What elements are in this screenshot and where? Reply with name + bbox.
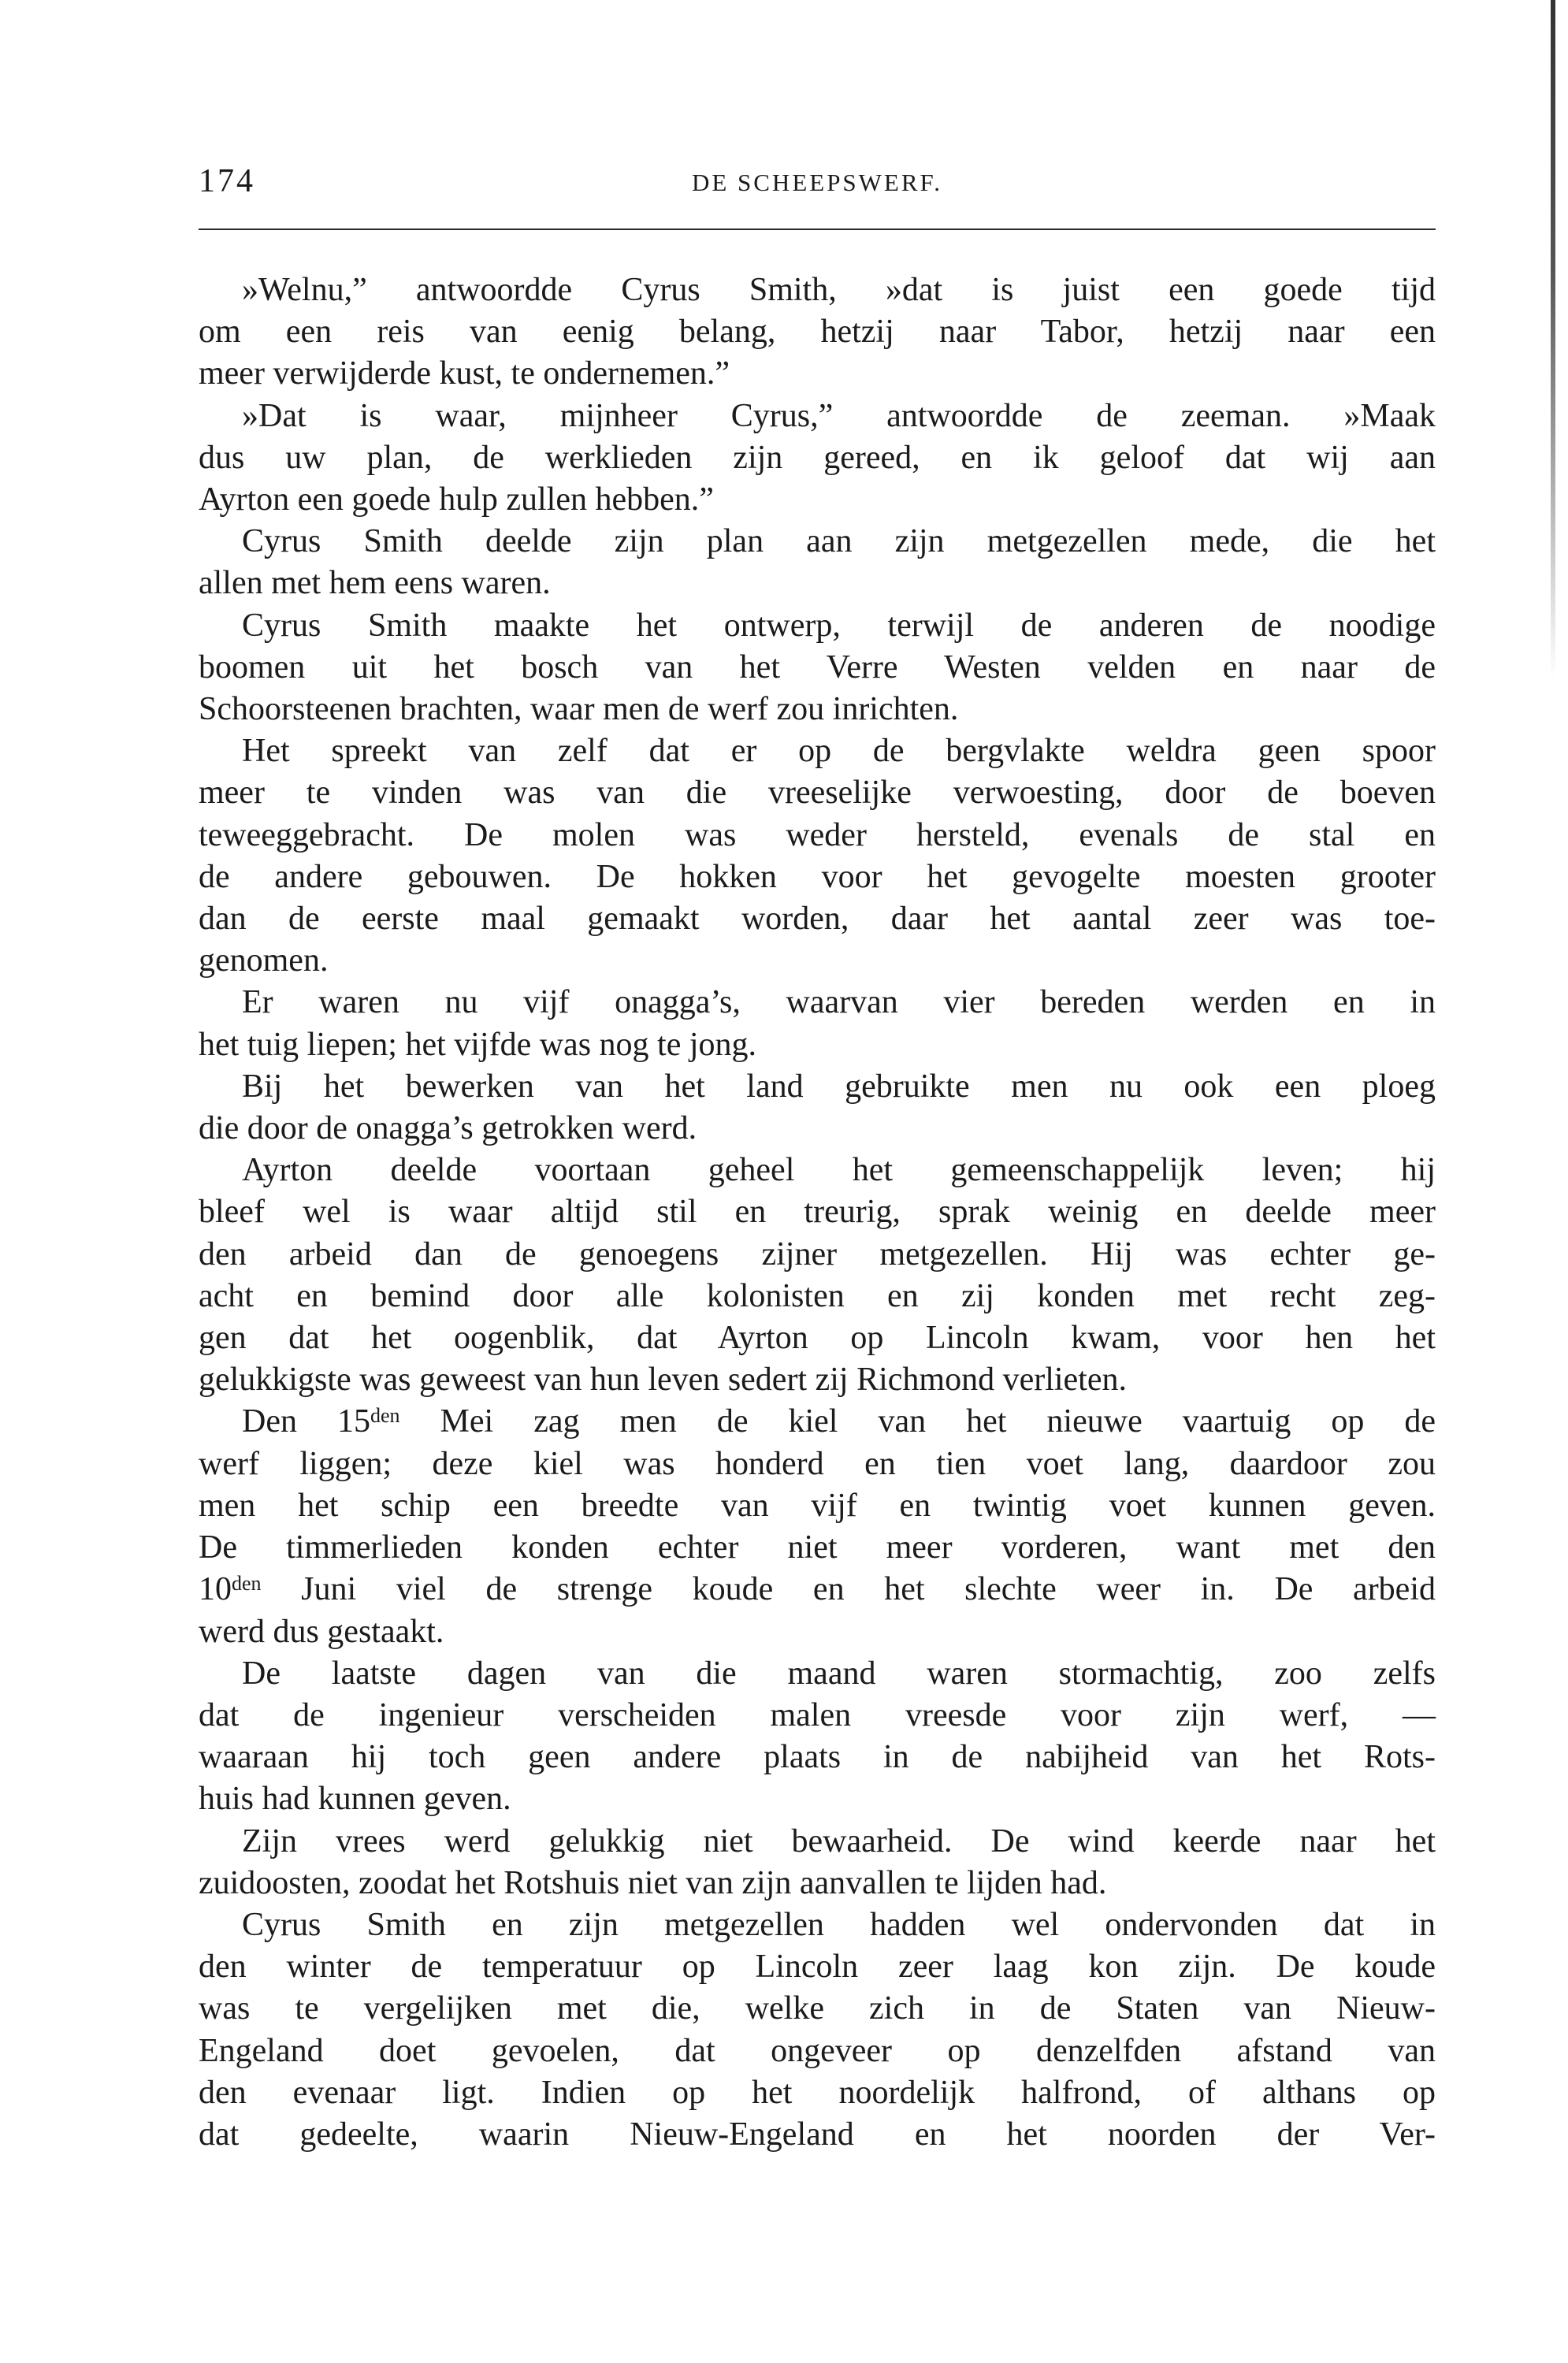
text-line: Cyrus Smith en zijn metgezellen hadden wel ondervonden dat in	[242, 1906, 1436, 1943]
paragraph	[199, 396, 1436, 522]
text-line: waaraan hij toch geen andere plaats in de nabijheid van het Rots-	[199, 1739, 1436, 1776]
text-line: »Welnu,” antwoordde Cyrus Smith, »dat is juist een goede tijd	[242, 272, 1436, 308]
paragraph	[199, 1821, 1436, 1904]
text-fragment: Mei zag men de kiel van het nieuwe vaartuig op de	[399, 1403, 1436, 1440]
text-line: Ayrton een goede hulp zullen hebben.”	[199, 481, 714, 518]
text-line: Zijn vrees werd gelukkig niet bewaarheid. De wind keerde naar het	[242, 1822, 1436, 1860]
text-fragment: Juni viel de strenge koude en het slechte weer in. De arbeid	[261, 1571, 1436, 1608]
text-line: Cyrus Smith maakte het ontwerp, terwijl de anderen de noodige	[242, 607, 1436, 644]
text-line: bleef wel is waar altijd stil en treurig, sprak weinig en deelde meer	[199, 1194, 1436, 1231]
text-line: om een reis van eenig belang, hetzij naar Tabor, hetzij naar een	[199, 314, 1436, 351]
text-line: genomen.	[199, 942, 329, 979]
text-line: den arbeid dan de genoegens zijner metgezellen. Hij was echter ge-	[199, 1235, 1436, 1273]
text-line: die door de onagga’s getrokken werd.	[199, 1110, 697, 1147]
paragraph	[199, 1904, 1436, 2156]
text-line: teweeggebracht. De molen was weder hersteld, evenals de stal en	[199, 816, 1436, 853]
paragraph	[199, 982, 1436, 1065]
text-line: meer verwijderde kust, te ondernemen.”	[199, 355, 730, 392]
text-line: den evenaar ligt. Indien op het noordelijk halfrond, of althans op	[199, 2074, 1436, 2111]
text-line: dat de ingenieur verscheiden malen vreesde voor zijn werf, —	[199, 1696, 1436, 1733]
text-line: boomen uit het bosch van het Verre Westen velden en naar de	[199, 648, 1436, 685]
text-line: gelukkigste was geweest van hun leven sedert zij Richmond verlieten.	[199, 1362, 1127, 1399]
text-line: Schoorsteenen brachten, waar men de werf zou inrichten.	[199, 691, 959, 728]
text-line: »Dat is waar, mijnheer Cyrus,” antwoordde de zeeman. »Maak	[242, 397, 1436, 434]
paragraph	[199, 1150, 1436, 1401]
superscript: den	[370, 1404, 400, 1428]
text-line	[199, 1401, 1436, 1443]
text-fragment: Den 15	[242, 1403, 370, 1440]
text-line: Cyrus Smith deelde zijn plan aan zijn metgezellen mede, die het	[242, 523, 1436, 560]
text-line: dus uw plan, de werklieden zijn gereed, en ik geloof dat wij aan	[199, 439, 1436, 476]
text-line: was te vergelijken met die, welke zich in de Staten van Nieuw-	[199, 1990, 1436, 2027]
text-line: het tuig liepen; het vijfde was nog te jong.	[199, 1026, 757, 1063]
text-line: de andere gebouwen. De hokken voor het gevogelte moesten grooter	[199, 858, 1436, 895]
text-line: men het schip een breedte van vijf en twintig voet kunnen geven.	[199, 1487, 1436, 1524]
page-number: 174	[199, 163, 255, 199]
text-fragment: 10	[199, 1571, 232, 1608]
text-line: Engeland doet gevoelen, dat ongeveer op denzelfden afstand van	[199, 2032, 1436, 2069]
text-line: werf liggen; deze kiel was honderd en tien voet lang, daardoor zou	[199, 1445, 1436, 1482]
text-line: Het spreekt van zelf dat er op de bergvlakte weldra geen spoor	[242, 733, 1436, 770]
body-text	[199, 269, 1436, 2156]
text-line: allen met hem eens waren.	[199, 565, 551, 602]
paragraph	[199, 1653, 1436, 1821]
paragraph	[199, 730, 1436, 982]
text-line: Bij het bewerken van het land gebruikte men nu ook een ploeg	[242, 1068, 1436, 1105]
superscript: den	[232, 1572, 262, 1596]
text-line: zuidoosten, zoodat het Rotshuis niet van zijn aanvallen te lijden had.	[199, 1864, 1107, 1901]
text-line: werd dus gestaakt.	[199, 1613, 444, 1650]
text-line: meer te vinden was van die vreeselijke verwoesting, door de boeven	[199, 775, 1436, 812]
text-line	[199, 1569, 1436, 1611]
paragraph	[199, 521, 1436, 604]
paragraph	[199, 269, 1436, 396]
text-line: huis had kunnen geven.	[199, 1781, 511, 1818]
page-header	[199, 162, 1436, 210]
header-rule	[199, 228, 1436, 230]
text-line: De laatste dagen van die maand waren stormachtig, zoo zelfs	[242, 1655, 1436, 1692]
paragraph	[199, 1066, 1436, 1150]
paragraph	[199, 605, 1436, 731]
text-line: acht en bemind door alle kolonisten en zij konden met recht zeg-	[199, 1277, 1436, 1314]
page-edge-shadow	[1551, 0, 1555, 678]
text-line: dat gedeelte, waarin Nieuw-Engeland en het noorden der Ver-	[199, 2116, 1436, 2153]
running-head: DE SCHEEPSWERF.	[691, 169, 943, 196]
text-line: dan de eerste maal gemaakt worden, daar het aantal zeer was toe-	[199, 901, 1436, 938]
text-line: Ayrton deelde voortaan geheel het gemeenschappelijk leven; hij	[242, 1152, 1436, 1189]
text-line: gen dat het oogenblik, dat Ayrton op Lincoln kwam, voor hen het	[199, 1320, 1436, 1357]
paragraph	[199, 1401, 1436, 1652]
text-line: den winter de temperatuur op Lincoln zeer laag kon zijn. De koude	[199, 1949, 1436, 1986]
text-line: De timmerlieden konden echter niet meer vorderen, want met den	[199, 1529, 1436, 1566]
text-line: Er waren nu vijf onagga’s, waarvan vier bereden werden en in	[242, 984, 1436, 1021]
